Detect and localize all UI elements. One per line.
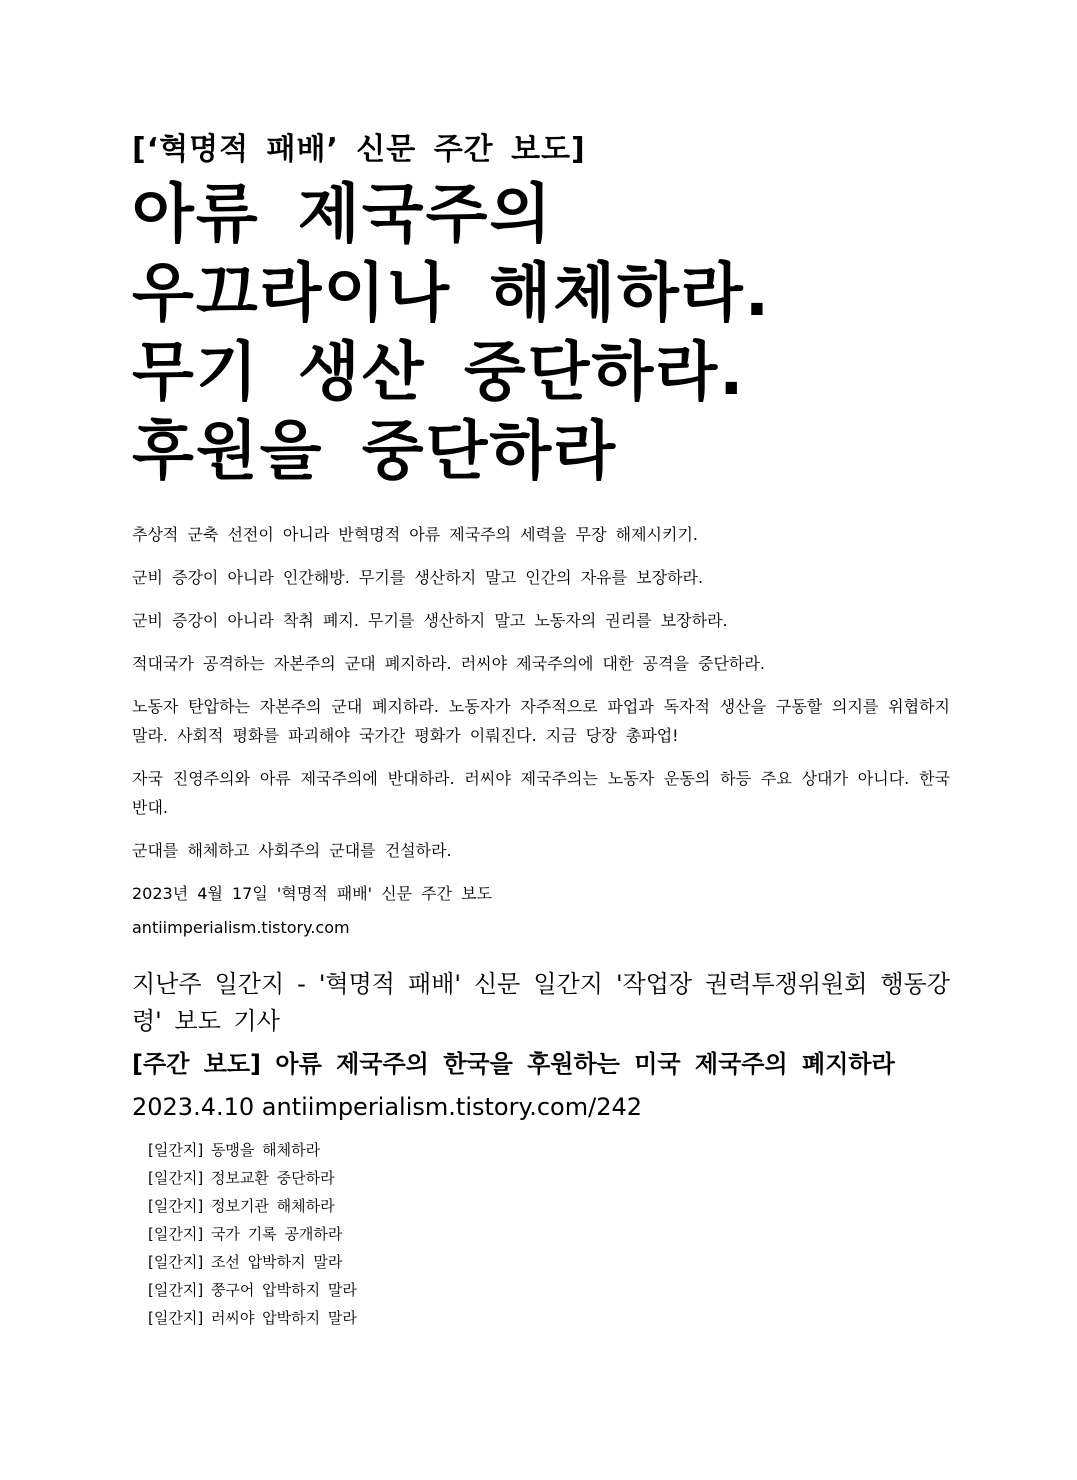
list-item[interactable]: [일간지] 국가 기록 공개하라 <box>148 1225 343 1243</box>
paragraph: 군비 증강이 아니라 착취 폐지. 무기를 생산하지 말고 노동자의 권리를 보장하라. <box>132 611 728 630</box>
list-item[interactable]: [일간지] 러씨야 압박하지 말라 <box>148 1309 357 1327</box>
paragraph: 군대를 해체하고 사회주의 군대를 건설하라. <box>132 841 452 860</box>
headline-line: 아류 제국주의 <box>132 178 554 252</box>
previous-headline[interactable]: [주간 보도] 아류 제국주의 한국을 후원하는 미국 제국주의 폐지하라 <box>132 1050 895 1078</box>
site-link[interactable]: antiimperialism.tistory.com <box>132 918 350 937</box>
article-body <box>132 520 950 942</box>
paragraph: 군비 증강이 아니라 인간해방. 무기를 생산하지 말고 인간의 자유를 보장하라. <box>132 568 704 587</box>
paragraph: 적대국가 공격하는 자본주의 군대 폐지하라. 러씨야 제국주의에 대한 공격을 중단하라. <box>132 654 765 673</box>
previous-intro: 지난주 일간지 - '혁명적 패배' 신문 일간지 '작업장 권력투쟁위원회 행동강령' 보도 기사 <box>132 970 950 1035</box>
headline-line: 후원을 중단하라 <box>132 415 618 489</box>
list-item[interactable]: [일간지] 정보기관 해체하라 <box>148 1197 335 1215</box>
daily-list <box>148 1136 950 1332</box>
list-item[interactable]: [일간지] 쭝구어 압박하지 말라 <box>148 1281 357 1299</box>
headline-line: 우끄라이나 해체하라. <box>132 257 772 331</box>
dateline: 2023년 4월 17일 '혁명적 패배' 신문 주간 보도 <box>132 884 493 903</box>
kicker: [‘혁명적 패배’ 신문 주간 보도] <box>132 132 586 167</box>
paragraph: 추상적 군축 선전이 아니라 반혁명적 아류 제국주의 세력을 무장 해제시키기. <box>132 525 698 544</box>
list-item[interactable]: [일간지] 동맹을 해체하라 <box>148 1141 321 1159</box>
list-item[interactable]: [일간지] 조선 압박하지 말라 <box>148 1253 343 1271</box>
previous-report <box>132 966 950 1332</box>
paragraph: 자국 진영주의와 아류 제국주의에 반대하라. 러씨야 제국주의는 노동자 운동의 하등 주요 상대가 아니다. 한국 반대. <box>132 769 950 817</box>
article <box>132 130 950 1332</box>
list-item[interactable]: [일간지] 정보교환 중단하라 <box>148 1169 335 1187</box>
paragraph: 노동자 탄압하는 자본주의 군대 폐지하라. 노동자가 자주적으로 파업과 독자적 생산을 구동할 의지를 위협하지 말라. 사회적 평화를 파괴해야 국가간 평화가 이뤄진다. 지금 당장 총파업! <box>132 697 950 745</box>
previous-source-link[interactable]: 2023.4.10 antiimperialism.tistory.com/242 <box>132 1093 643 1121</box>
headline <box>132 176 950 492</box>
headline-line: 무기 생산 중단하라. <box>132 336 746 410</box>
